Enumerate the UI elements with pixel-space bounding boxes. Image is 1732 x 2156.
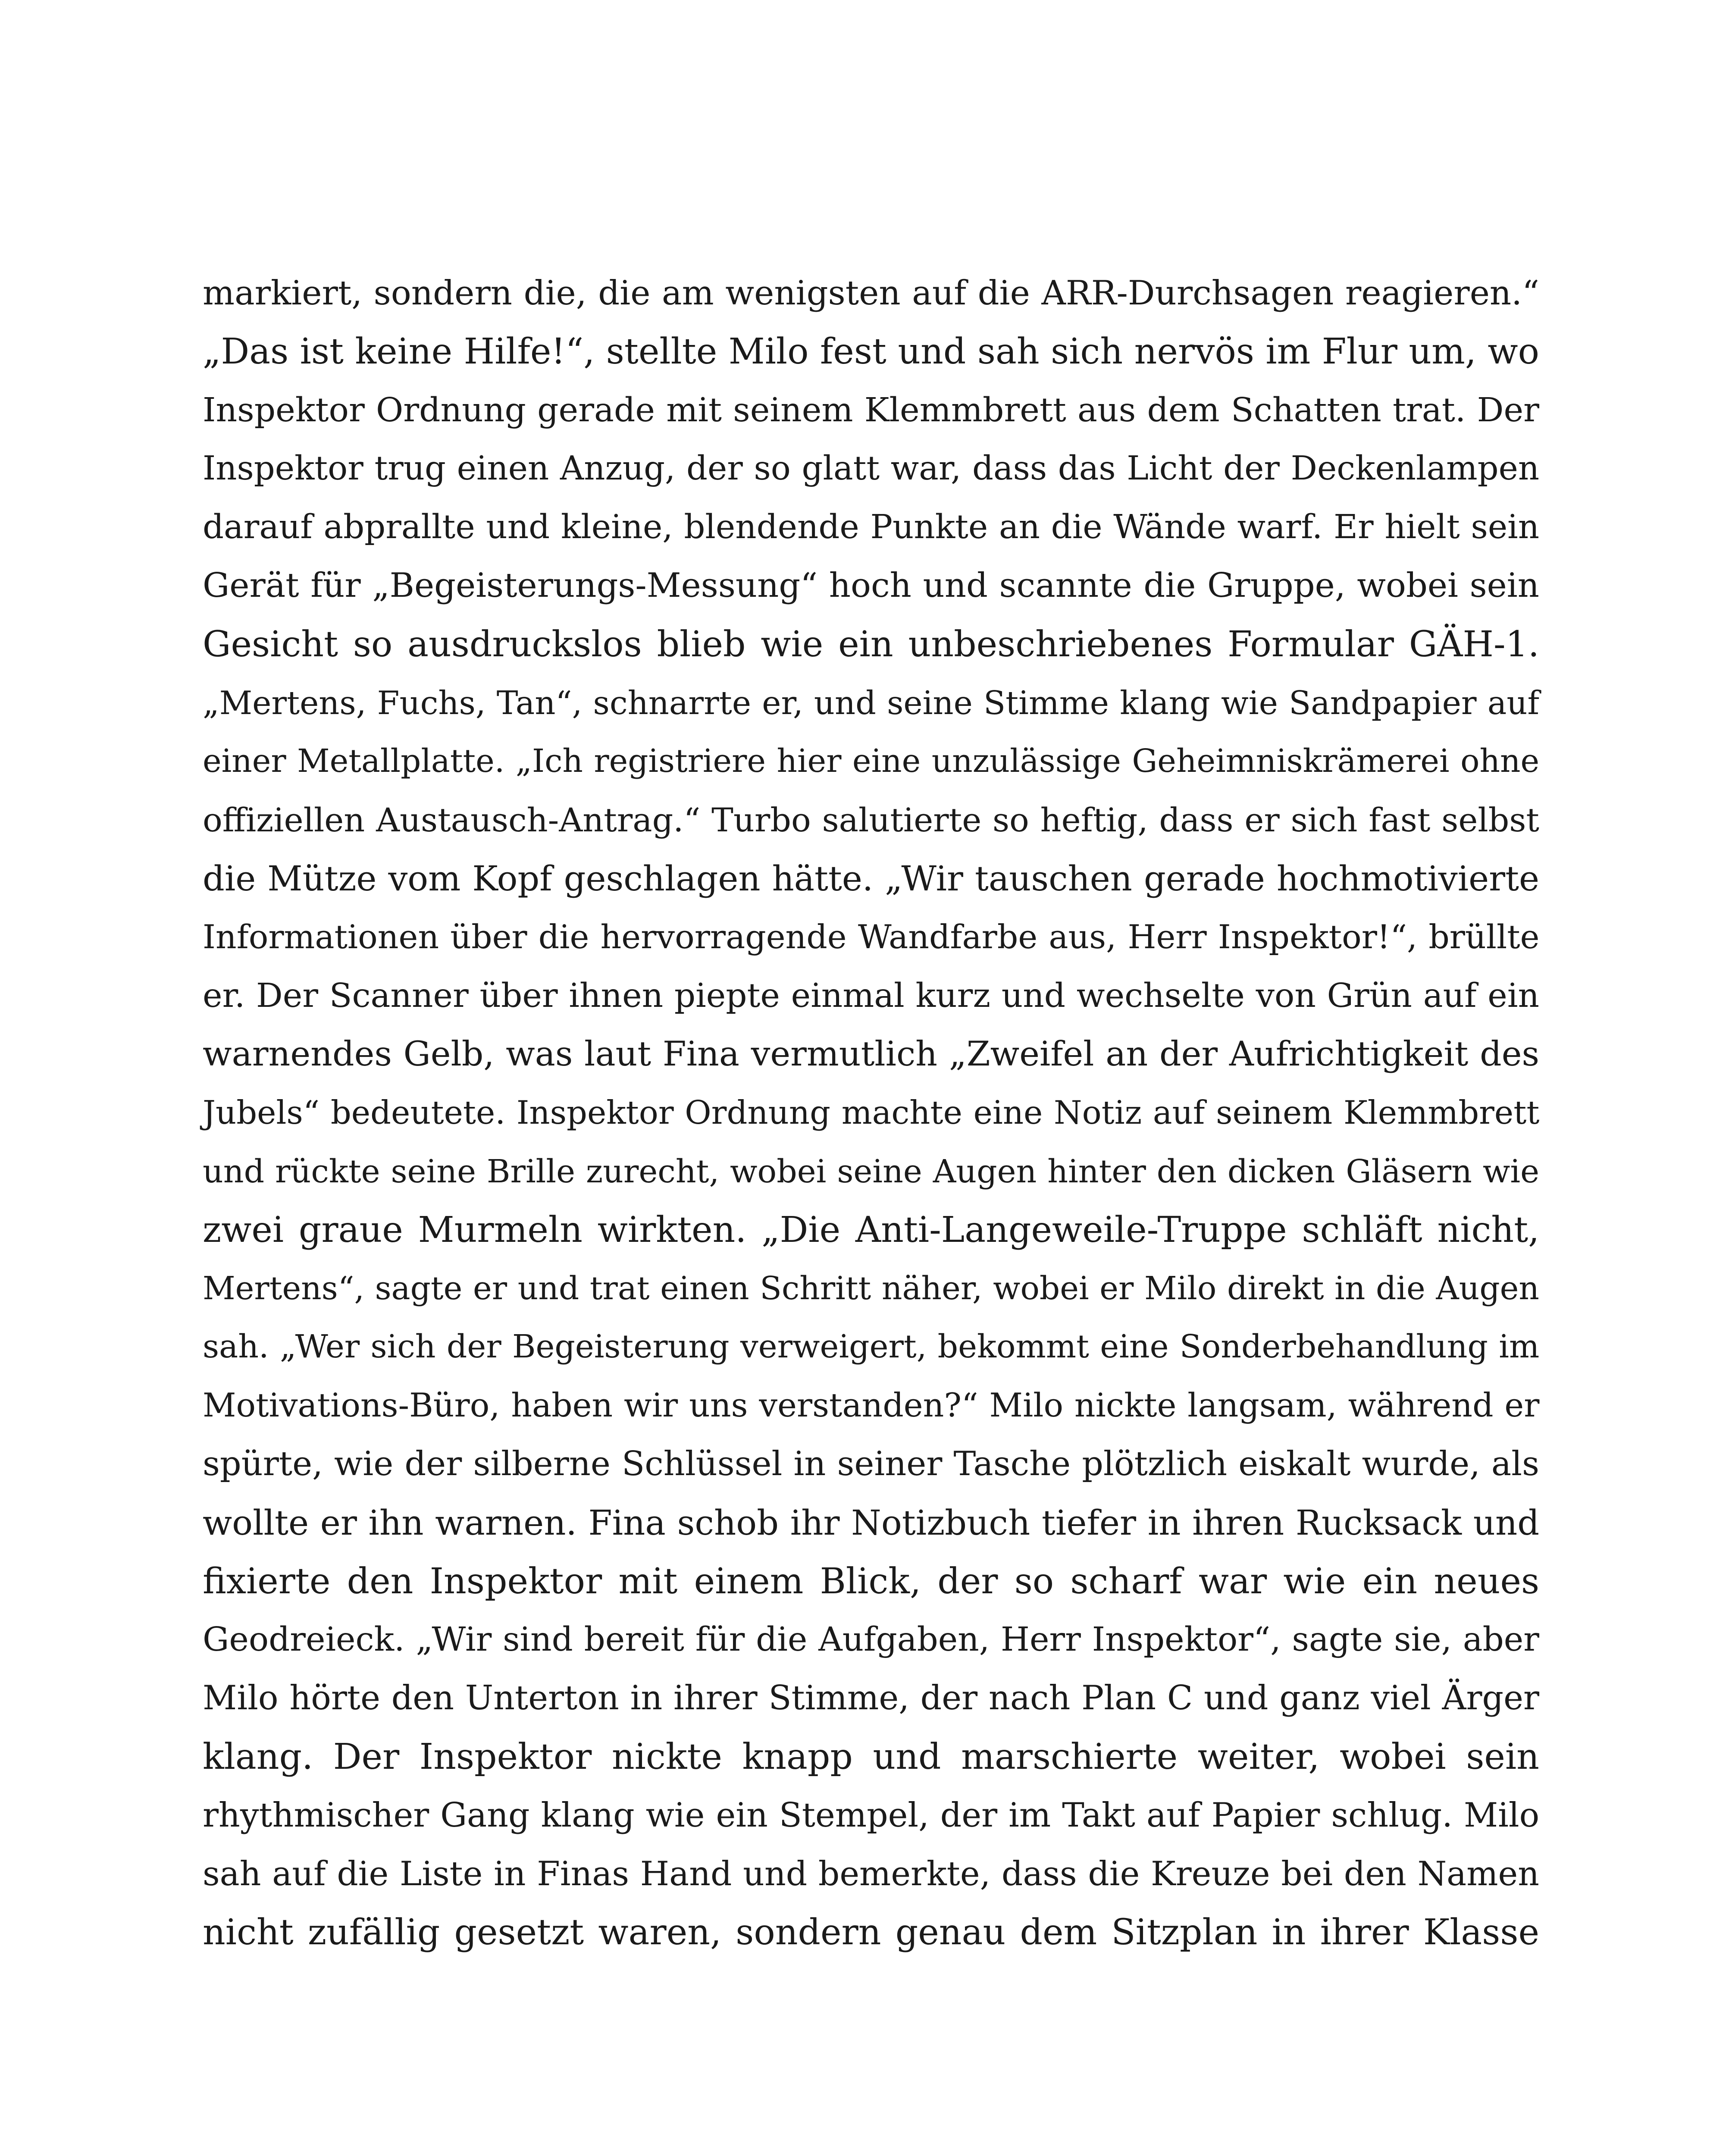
text-line: wollte er ihn warnen. Fina schob ihr Notizbuch tiefer in ihren Rucksack und <box>203 1502 1540 1543</box>
text-line: darauf abprallte und kleine, blendende Punkte an die Wände warf. Er hielt sein <box>203 508 1540 547</box>
text-line: „Mertens, Fuchs, Tan“, schnarrte er, und seine Stimme klang wie Sandpapier auf <box>203 684 1540 722</box>
text-line: „Das ist keine Hilfe!“, stellte Milo fest und sah sich nervös im Flur um, wo <box>203 331 1539 372</box>
text-line: fixierte den Inspektor mit einem Blick, der so scharf war wie ein neues <box>203 1561 1540 1602</box>
text-line: die Mütze vom Kopf geschlagen hätte. „Wir tauschen gerade hochmotivierte <box>203 858 1539 899</box>
text-line: klang. Der Inspektor nickte knapp und marschierte weiter, wobei sein <box>203 1736 1539 1777</box>
text-line: Geodreieck. „Wir sind bereit für die Aufgaben, Herr Inspektor“, sagte sie, aber <box>203 1620 1539 1659</box>
text-line: einer Metallplatte. „Ich registriere hier eine unzulässige Geheimniskrämerei ohne <box>203 743 1540 780</box>
text-line: Informationen über die hervorragende Wandfarbe aus, Herr Inspektor!“, brüllte <box>203 918 1540 956</box>
text-line: nicht zufällig gesetzt waren, sondern genau dem Sitzplan in ihrer Klasse <box>203 1912 1539 1953</box>
text-line: und rückte seine Brille zurecht, wobei seine Augen hinter den dicken Gläsern wie <box>203 1152 1540 1190</box>
text-line: Gerät für „Begeisterungs-Messung“ hoch und scannte die Gruppe, wobei sein <box>203 566 1539 605</box>
text-line: Milo hörte den Unterton in ihrer Stimme, der nach Plan C und ganz viel Ärger <box>203 1679 1539 1718</box>
text-line: warnendes Gelb, was laut Fina vermutlich „Zweifel an der Aufrichtigkeit des <box>203 1034 1539 1074</box>
text-line: Jubels“ bedeutete. Inspektor Ordnung machte eine Notiz auf seinem Klemmbrett <box>203 1094 1540 1132</box>
text-line: sah auf die Liste in Finas Hand und bemerkte, dass die Kreuze bei den Namen <box>203 1854 1539 1893</box>
text-line: offiziellen Austausch-Antrag.“ Turbo salutierte so heftig, dass er sich fast selbst <box>203 801 1539 840</box>
text-line: Inspektor Ordnung gerade mit seinem Klemmbrett aus dem Schatten trat. Der <box>203 390 1539 429</box>
text-line: Motivations-Büro, haben wir uns verstanden?“ Milo nickte langsam, während er <box>203 1386 1540 1425</box>
text-line: er. Der Scanner über ihnen piepte einmal kurz und wechselte von Grün auf ein <box>203 976 1539 1015</box>
text-line: Gesicht so ausdruckslos blieb wie ein unbeschriebenes Formular GÄH-1. <box>203 624 1539 665</box>
text-line: spürte, wie der silberne Schlüssel in seiner Tasche plötzlich eiskalt wurde, als <box>203 1444 1539 1483</box>
text-line: rhythmischer Gang klang wie ein Stempel, der im Takt auf Papier schlug. Milo <box>203 1796 1540 1835</box>
text-line: sah. „Wer sich der Begeisterung verweigert, bekommt eine Sonderbehandlung im <box>203 1328 1540 1366</box>
body-text <box>203 264 1539 1962</box>
text-line: Mertens“, sagte er und trat einen Schritt näher, wobei er Milo direkt in die Augen <box>203 1269 1539 1307</box>
text-line: Inspektor trug einen Anzug, der so glatt war, dass das Licht der Deckenlampen <box>203 449 1540 488</box>
text-line: zwei graue Murmeln wirkten. „Die Anti-Langeweile-Truppe schläft nicht, <box>203 1209 1540 1250</box>
text-line: markiert, sondern die, die am wenigsten auf die ARR-Durchsagen reagieren.“ <box>203 273 1539 313</box>
